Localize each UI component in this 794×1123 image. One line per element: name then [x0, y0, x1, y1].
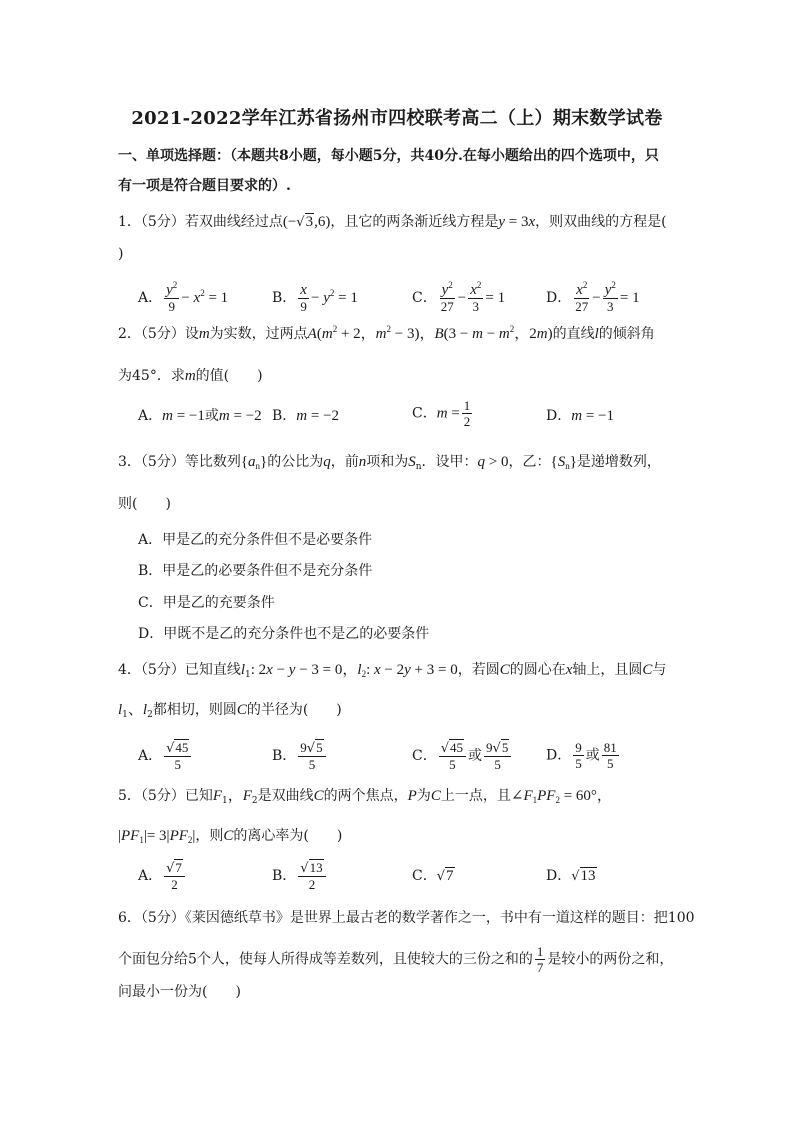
q4-option-a: A． $\frac{√45}{5}$: [138, 740, 193, 772]
question-4-cont: $l_1$、$l_2$都相切，则圆C的半径为( ): [118, 702, 342, 720]
question-3: 3．（5分）等比数列$\{a_n\}$的公比为q，前n项和为$S_n$．设甲：q > 0，乙：$\{S_n\}$是递增数列，: [118, 454, 661, 472]
q5-option-c: C．√7: [412, 868, 454, 884]
question-1: 1．（5分）若双曲线经过点(−√3,6)，且它的两条渐近线方程是y = 3x，则双曲线的方程是(: [118, 214, 667, 230]
q2-option-d: D．m = −1: [546, 408, 614, 424]
question-6: 6．（5分）《莱因德纸草书》是世界上最古老的数学著作之一，书中有一道这样的题目：把100: [118, 910, 695, 926]
q4-option-d: D． $\frac{9}{5}$ 或 $\frac{81}{5}$: [546, 740, 617, 771]
q2-option-c: C．m = $\frac{1}{2}$: [412, 398, 471, 429]
question-5: 5．（5分）已知$F_1$，$F_2$是双曲线C的两个焦点，P为C上一点，且$\angle F_1PF_2 = 60^\circ$，: [118, 788, 612, 806]
question-5-cont: $|PF_1|= 3|PF_2|$，则C的离心率为( ): [118, 828, 343, 845]
question-2-cont: 为45°．求m的值( ): [118, 368, 263, 384]
question-4: 4．（5分）已知直线$l_1$: 2x − y − 3 = 0，$l_2$: x − 2y + 3 = 0，若圆C的圆心在x轴上，且圆C与: [118, 662, 667, 680]
q3-option-b: B．甲是乙的必要条件但不是充分条件: [138, 563, 373, 579]
question-6-line3: 问最小一份为( ): [118, 984, 241, 1000]
q5-option-d: D．√13: [546, 868, 596, 884]
question-1-cont: ): [118, 246, 124, 262]
q5-option-a: A． $\frac{√7}{2}$: [138, 860, 187, 892]
question-3-cont: 则( ): [118, 496, 171, 512]
q3-option-c: C．甲是乙的充要条件: [138, 595, 275, 611]
q3-option-d: D．甲既不是乙的充分条件也不是乙的必要条件: [138, 626, 430, 642]
q1-option-a: A． $\frac{y^2}{9}$ − $x^2 = 1$: [138, 280, 229, 314]
section-heading-line2: 有一项是符合题目要求的）.: [118, 178, 291, 194]
q2-option-b: B．m = −2: [272, 408, 340, 424]
section-heading-line1: 一、单项选择题：（本题共8小题，每小题5分，共40分.在每小题给出的四个选项中，只: [118, 148, 659, 164]
q1-option-b: B． $\frac{x}{9}$ − $y^2 = 1$: [272, 282, 358, 314]
question-6-line2: 个面包分给5个人，使每人所得成等差数列，且使较大的三份之和的 $\frac{1}{7}$ 是较小的两份之和，: [118, 944, 674, 975]
q4-option-c: C． $\frac{√45}{5}$ 或 $\frac{9√5}{5}$: [412, 740, 513, 772]
q4-option-b: B． $\frac{9√5}{5}$: [272, 740, 328, 772]
q3-option-a: A．甲是乙的充分条件但不是必要条件: [138, 532, 373, 548]
question-2: 2．（5分）设m为实数，过两点$A(m^2 + 2$，$m^2 - 3$)，$B(3 - m - m^2$，2m)的直线l的倾斜角: [118, 324, 655, 342]
exam-title: 2021-2022学年江苏省扬州市四校联考高二（上）期末数学试卷: [131, 108, 663, 129]
q2-option-a: A．m = −1或m = −2: [138, 408, 262, 424]
q1-option-d: D． $\frac{x^2}{27}$ − $\frac{y^2}{3}$ = 1: [546, 280, 640, 314]
q5-option-b: B． $\frac{√13}{2}$: [272, 860, 328, 892]
q1-option-c: C． $\frac{y^2}{27}$ − $\frac{x^2}{3}$ = 1: [412, 280, 506, 314]
